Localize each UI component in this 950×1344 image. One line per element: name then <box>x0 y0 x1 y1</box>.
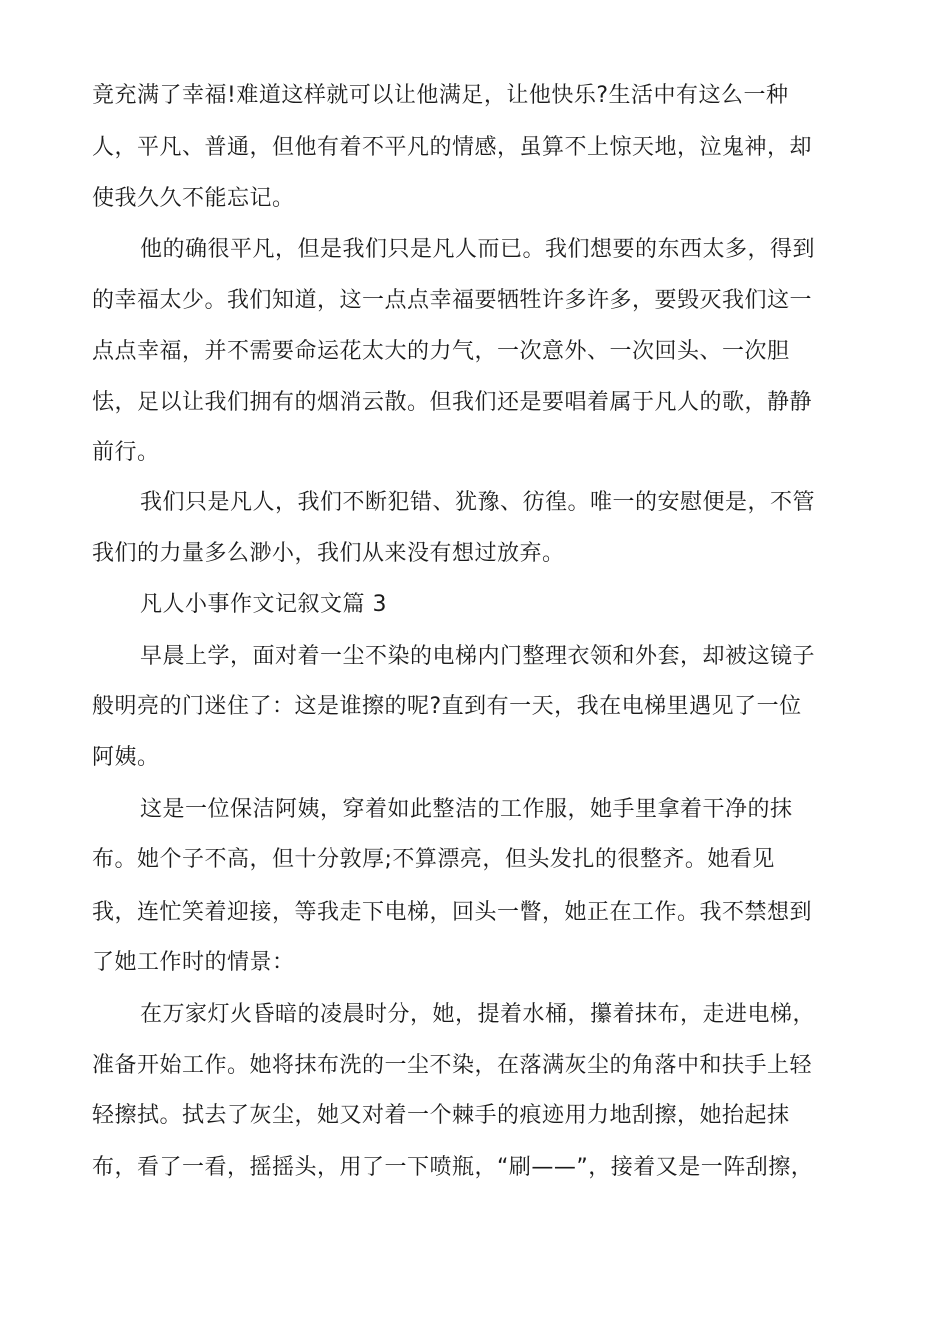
text-line: 准备开始工作。她将抹布洗的一尘不染，在落满灰尘的角落中和扶手上轻 <box>92 1053 813 1078</box>
paragraph-first-line: 他的确很平凡，但是我们只是凡人而已。我们想要的东西太多，得到 <box>140 237 816 262</box>
text-line: 般明亮的门迷住了：这是谁擦的呢?直到有一天，我在电梯里遇见了一位 <box>92 694 802 719</box>
text-line: 我们的力量多么渺小，我们从来没有想过放弃。 <box>92 541 565 566</box>
text-line: 怯，足以让我们拥有的烟消云散。但我们还是要唱着属于凡人的歌，静静 <box>92 390 813 415</box>
text-line: 阿姨。 <box>92 745 160 770</box>
paragraph-first-line: 我们只是凡人，我们不断犯错、犹豫、彷徨。唯一的安慰便是，不管 <box>140 490 816 515</box>
text-line: 前行。 <box>92 440 160 465</box>
text-line: 的幸福太少。我们知道，这一点点幸福要牺牲许多许多，要毁灭我们这一 <box>92 288 813 313</box>
text-line: 布。她个子不高，但十分敦厚;不算漂亮，但头发扎的很整齐。她看见 <box>92 847 775 872</box>
text-line: 我，连忙笑着迎接，等我走下电梯，回头一瞥，她正在工作。我不禁想到 <box>92 900 813 925</box>
text-line: 了她工作时的情景： <box>92 950 295 975</box>
text-line: 布，看了一看，摇摇头，用了一下喷瓶，“刷——”，接着又是一阵刮擦， <box>92 1155 814 1180</box>
paragraph-first-line: 这是一位保洁阿姨，穿着如此整洁的工作服，她手里拿着干净的抹 <box>140 797 793 822</box>
text-line: 使我久久不能忘记。 <box>92 186 295 211</box>
section-heading: 凡人小事作文记叙文篇 3 <box>140 592 387 617</box>
text-line: 人，平凡、普通，但他有着不平凡的情感，虽算不上惊天地，泣鬼神，却 <box>92 135 813 160</box>
text-line: 竟充满了幸福!难道这样就可以让他满足，让他快乐?生活中有这么一种 <box>92 83 789 108</box>
text-line: 点点幸福，并不需要命运花太大的力气，一次意外、一次回头、一次胆 <box>92 339 790 364</box>
text-line: 轻擦拭。拭去了灰尘，她又对着一个棘手的痕迹用力地刮擦，她抬起抹 <box>92 1103 790 1128</box>
paragraph-first-line: 早晨上学，面对着一尘不染的电梯内门整理衣领和外套，却被这镜子 <box>140 644 816 669</box>
paragraph-first-line: 在万家灯火昏暗的凌晨时分，她，提着水桶，攥着抹布，走进电梯， <box>140 1002 816 1027</box>
